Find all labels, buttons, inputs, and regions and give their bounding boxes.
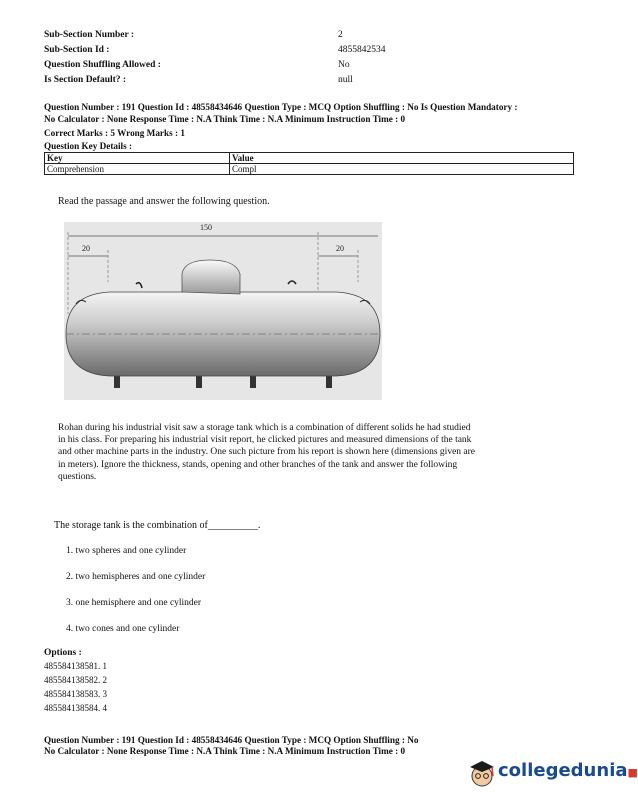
meta-label: Question Shuffling Allowed : [44,60,161,70]
key-details-title: Question Key Details : [44,141,133,151]
answer-option: 2. two hemispheres and one cylinder [66,572,206,582]
option-id: 485584138583. 3 [44,689,107,699]
question-header-line: Question Number : 191 Question Id : 48558434646 Question Type : MCQ Option Shuffling : No Is Question Mandatory : [44,102,518,112]
passage-line: questions. [58,471,97,482]
dimension-label-right: 20 [336,244,344,253]
passage-intro: Read the passage and answer the following question. [58,196,270,207]
answer-option: 1. two spheres and one cylinder [66,546,187,556]
brand-name [498,760,638,781]
dimension-label-top: 150 [200,223,212,232]
meta-value: null [338,75,353,85]
question-marks: Correct Marks : 5 Wrong Marks : 1 [44,128,185,138]
option-id: 485584138581. 1 [44,661,107,671]
storage-tank-figure [64,222,382,400]
question-settings-line: No Calculator : None Response Time : N.A Think Time : N.A Minimum Instruction Time : 0 [44,114,406,124]
value-cell: Compl [230,164,574,175]
passage-line: and other machine parts in the industry. One such picture from his report is shown here (dimensions given are [58,447,476,458]
graduate-icon [466,758,498,790]
meta-value: 2 [338,30,343,40]
options-title: Options : [44,648,82,658]
value-header: Value [230,153,574,164]
passage-text [58,422,568,483]
passage-line: in his class. For preparing his industrial visit report, he clicked pictures and measured dimensions of the tank [58,435,472,446]
passage-line: Rohan during his industrial visit saw a storage tank which is a combination of different solids he had studied [58,423,471,433]
meta-value: 4855842534 [338,45,386,55]
key-cell: Comprehension [45,164,230,175]
option-id: 485584138582. 2 [44,675,107,685]
passage-line: in meters). Ignore the thickness, stands, opening and other branches of the tank and answer the following [58,459,458,470]
meta-value: No [338,60,350,70]
option-id: 485584138584. 4 [44,703,107,713]
tank-illustration [64,222,382,400]
answer-option: 3. one hemisphere and one cylinder [66,598,202,608]
next-question-settings: No Calculator : None Response Time : N.A Think Time : N.A Minimum Instruction Time : 0 [44,746,406,756]
answer-option: 4. two cones and one cylinder [66,624,180,634]
brand-dot: ■ [627,766,638,779]
meta-label: Is Section Default? : [44,75,127,85]
key-header: Key [45,153,230,164]
next-question-header: Question Number : 191 Question Id : 48558434646 Question Type : MCQ Option Shuffling : No [44,735,419,745]
meta-label: Sub-Section Id : [44,45,110,55]
meta-label: Sub-Section Number : [44,30,135,40]
key-table [44,152,574,175]
dimension-label-left: 20 [82,244,90,253]
brand-name-text: collegedunia [498,760,628,781]
question-stem: The storage tank is the combination of__________. [54,520,261,531]
